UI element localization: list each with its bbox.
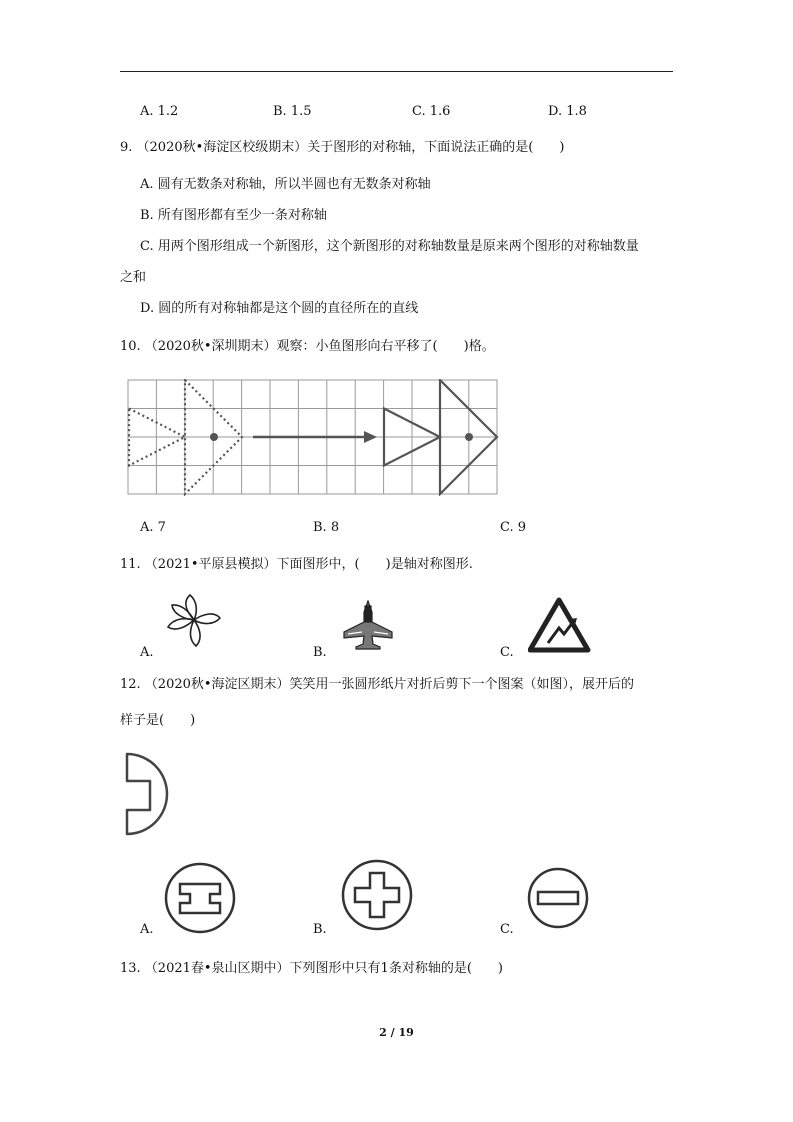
option-a-i-beam-circle-figure [164, 862, 236, 934]
q8-option-c: C. 1.6 [412, 104, 451, 119]
option-c-minus-circle-figure [527, 867, 589, 929]
q12-label-a: A. [140, 922, 154, 937]
q11-label-a: A. [140, 645, 154, 660]
option-b-cross-circle-figure [341, 859, 413, 931]
q11-label-b: B. [313, 645, 327, 660]
q9-option-b: B. 所有图形都有至少一条对称轴 [140, 208, 327, 223]
jet-fighter-icon [340, 600, 396, 650]
q12-label-c: C. [500, 922, 514, 937]
header-rule [120, 71, 673, 72]
q10-option-c: C. 9 [500, 520, 527, 535]
q8-option-b: B. 1.5 [273, 104, 312, 119]
q12-stem-line1: 12. （2020秋•海淀区期末）笑笑用一张圆形纸片对折后剪下一个图案（如图），展开后的 [120, 677, 635, 692]
fish-translation-grid-figure [127, 379, 501, 496]
warning-triangle-sign-icon [528, 597, 592, 655]
q11-label-c: C. [500, 645, 514, 660]
folded-paper-cutout-figure [124, 751, 172, 837]
q10-option-b: B. 8 [313, 520, 340, 535]
pinwheel-flower-icon [162, 592, 226, 650]
q8-option-d: D. 1.8 [548, 104, 587, 119]
q8-option-a: A. 1.2 [140, 104, 179, 119]
q11-stem: 11. （2021•平原县模拟）下面图形中，( )是轴对称图形. [120, 557, 473, 572]
q10-option-a: A. 7 [140, 520, 166, 535]
q12-stem-line2: 样子是( ) [120, 713, 196, 728]
q9-option-c-cont: 之和 [120, 270, 147, 285]
q12-label-b: B. [313, 922, 327, 937]
page-number: 2 / 19 [379, 1026, 414, 1039]
q13-stem: 13. （2021春•泉山区期中）下列图形中只有1条对称轴的是( ) [120, 961, 503, 976]
q10-stem: 10. （2020秋•深圳期末）观察：小鱼图形向右平移了( )格。 [120, 339, 495, 354]
q9-stem: 9. （2020秋•海淀区校级期末）关于图形的对称轴，下面说法正确的是( ) [120, 140, 565, 155]
q9-option-d: D. 圆的所有对称轴都是这个圆的直径所在的直线 [140, 301, 419, 316]
q9-option-c: C. 用两个图形组成一个新图形，这个新图形的对称轴数量是原来两个图形的对称轴数量 [140, 239, 639, 254]
q9-option-a: A. 圆有无数条对称轴，所以半圆也有无数条对称轴 [140, 177, 431, 192]
